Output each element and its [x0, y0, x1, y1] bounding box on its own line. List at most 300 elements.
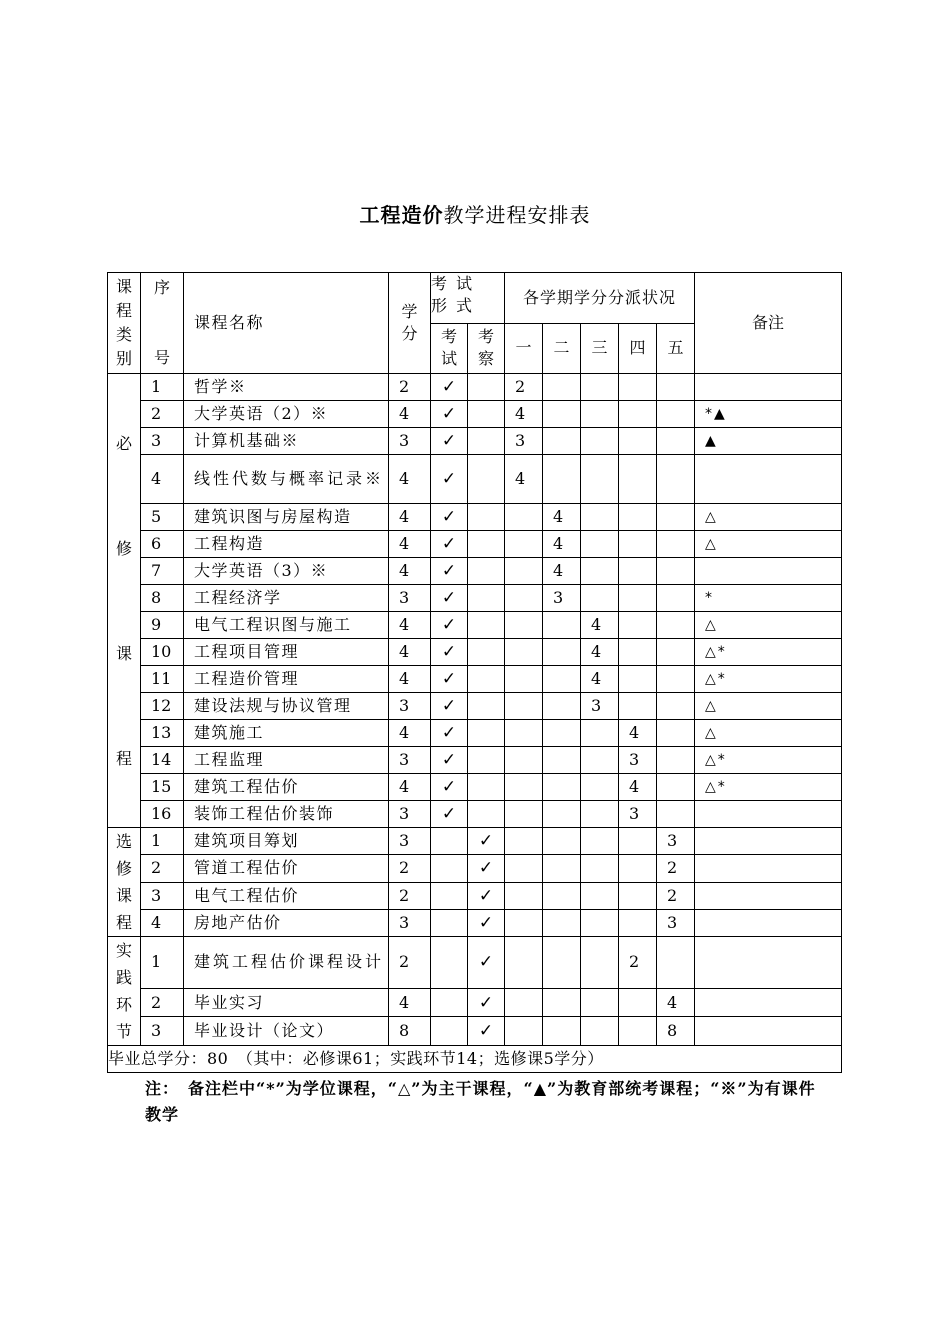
- course-remark: [695, 558, 842, 585]
- check-mark-icon: ✓: [441, 615, 457, 635]
- check-mark-icon: ✓: [478, 992, 494, 1013]
- semester-credit-1: [505, 585, 543, 612]
- check-cell: [468, 747, 505, 774]
- check-mark-icon: ✓: [478, 1021, 494, 1042]
- semester-credit-4: [619, 1017, 657, 1046]
- semester-credit-5: 8: [657, 1017, 695, 1046]
- table-row: [108, 531, 842, 558]
- semester-credit-3: [581, 801, 619, 828]
- table-row: [108, 693, 842, 720]
- course-no: 3: [141, 1017, 184, 1046]
- course-no: 1: [141, 937, 184, 989]
- course-no: 8: [141, 585, 184, 612]
- exam-cell: [431, 801, 468, 828]
- course-credit: 4: [389, 612, 431, 639]
- semester-credit-2: 4: [543, 504, 581, 531]
- exam-cell: [431, 774, 468, 801]
- course-no: 2: [141, 855, 184, 882]
- course-no: 1: [141, 374, 184, 401]
- semester-credit-3: 3: [581, 693, 619, 720]
- exam-cell: [431, 1017, 468, 1046]
- semester-credit-1: 3: [505, 428, 543, 455]
- category-char: 环: [115, 995, 132, 1014]
- header-exam-form: 考试形式: [431, 273, 505, 324]
- category-char: 践: [115, 968, 132, 987]
- exam-cell: [431, 855, 468, 882]
- header-credit: 学分: [389, 273, 431, 374]
- course-no: 4: [141, 455, 184, 504]
- course-no: 4: [141, 909, 184, 936]
- semester-credit-1: [505, 693, 543, 720]
- course-credit: 4: [389, 639, 431, 666]
- table-row: [108, 639, 842, 666]
- course-remark: △*: [695, 666, 842, 693]
- semester-credit-4: [619, 909, 657, 936]
- header-sem-1: 一: [505, 323, 543, 374]
- check-mark-icon: ✓: [441, 777, 457, 797]
- course-credit: 2: [389, 882, 431, 909]
- check-cell: [468, 639, 505, 666]
- table-row: [108, 612, 842, 639]
- check-cell: [468, 531, 505, 558]
- category-char: 课: [115, 886, 132, 905]
- semester-credit-5: 3: [657, 909, 695, 936]
- course-credit: 4: [389, 531, 431, 558]
- semester-credit-3: [581, 882, 619, 909]
- course-credit: 2: [389, 855, 431, 882]
- semester-credit-4: 4: [619, 720, 657, 747]
- semester-credit-4: [619, 828, 657, 855]
- category-char: 选: [115, 832, 132, 851]
- course-name: 工程构造: [184, 531, 389, 558]
- exam-cell: [431, 531, 468, 558]
- semester-credit-5: 3: [657, 828, 695, 855]
- check-cell: [468, 828, 505, 855]
- check-cell: [468, 374, 505, 401]
- course-credit: 8: [389, 1017, 431, 1046]
- header-exam: 考试: [431, 323, 468, 374]
- semester-credit-3: [581, 531, 619, 558]
- check-cell: [468, 801, 505, 828]
- check-cell: [468, 720, 505, 747]
- semester-credit-3: [581, 585, 619, 612]
- check-mark-icon: ✓: [441, 469, 457, 489]
- course-credit: 3: [389, 801, 431, 828]
- course-credit: 3: [389, 747, 431, 774]
- table-row: [108, 401, 842, 428]
- course-no: 2: [141, 988, 184, 1017]
- exam-cell: [431, 720, 468, 747]
- course-name: 建筑项目筹划: [184, 828, 389, 855]
- semester-credit-2: [543, 855, 581, 882]
- check-cell: [468, 401, 505, 428]
- semester-credit-3: [581, 747, 619, 774]
- table-row: [108, 666, 842, 693]
- semester-credit-4: [619, 401, 657, 428]
- semester-credit-5: 2: [657, 855, 695, 882]
- semester-credit-5: [657, 937, 695, 989]
- course-credit: 4: [389, 988, 431, 1017]
- course-credit: 3: [389, 428, 431, 455]
- check-cell: [468, 909, 505, 936]
- semester-credit-4: 4: [619, 774, 657, 801]
- semester-credit-5: 4: [657, 988, 695, 1017]
- semester-credit-5: [657, 639, 695, 666]
- course-name: 建设法规与协议管理: [184, 693, 389, 720]
- course-remark: [695, 1017, 842, 1046]
- table-row: [108, 558, 842, 585]
- header-sem-4: 四: [619, 323, 657, 374]
- semester-credit-2: [543, 639, 581, 666]
- category-char: 修: [115, 859, 132, 878]
- course-credit: 4: [389, 455, 431, 504]
- semester-credit-5: [657, 504, 695, 531]
- semester-credit-2: [543, 428, 581, 455]
- exam-cell: [431, 558, 468, 585]
- course-remark: △*: [695, 639, 842, 666]
- course-name: 工程经济学: [184, 585, 389, 612]
- total-credits: 毕业总学分：80 （其中：必修课61；实践环节14；选修课5学分）: [108, 1046, 842, 1073]
- category-chars: [108, 937, 140, 1045]
- semester-credit-4: 3: [619, 801, 657, 828]
- course-name: 毕业实习: [184, 988, 389, 1017]
- course-remark: [695, 455, 842, 504]
- check-mark-icon: ✓: [441, 561, 457, 581]
- course-remark: *▲: [695, 401, 842, 428]
- category-char: 程: [115, 748, 132, 768]
- course-no: 2: [141, 401, 184, 428]
- course-no: 3: [141, 882, 184, 909]
- course-no: 15: [141, 774, 184, 801]
- check-cell: [468, 455, 505, 504]
- course-credit: 4: [389, 401, 431, 428]
- header-category: 课程类别: [108, 273, 141, 374]
- semester-credit-5: [657, 455, 695, 504]
- course-name: 建筑工程估价课程设计: [184, 937, 389, 989]
- semester-credit-2: [543, 720, 581, 747]
- semester-credit-2: [543, 774, 581, 801]
- course-credit: 4: [389, 774, 431, 801]
- course-name: 房地产估价: [184, 909, 389, 936]
- course-name: 电气工程估价: [184, 882, 389, 909]
- semester-credit-1: 4: [505, 401, 543, 428]
- course-remark: △: [695, 693, 842, 720]
- category-char: 节: [115, 1022, 132, 1041]
- course-credit: 4: [389, 558, 431, 585]
- table-row: [108, 937, 842, 989]
- course-remark: △: [695, 612, 842, 639]
- check-mark-icon: ✓: [441, 696, 457, 716]
- course-name: 建筑工程估价: [184, 774, 389, 801]
- semester-credit-2: [543, 666, 581, 693]
- course-remark: [695, 882, 842, 909]
- semester-credit-4: [619, 455, 657, 504]
- semester-credit-4: [619, 988, 657, 1017]
- course-name: 计算机基础※: [184, 428, 389, 455]
- semester-credit-4: [619, 666, 657, 693]
- category-chars: [108, 828, 140, 936]
- header-remarks: 备注: [695, 273, 842, 374]
- semester-credit-4: [619, 504, 657, 531]
- semester-credit-3: [581, 774, 619, 801]
- semester-credit-2: [543, 374, 581, 401]
- exam-cell: [431, 374, 468, 401]
- table-row: [108, 828, 842, 855]
- semester-credit-1: 2: [505, 374, 543, 401]
- course-no: 14: [141, 747, 184, 774]
- semester-credit-1: [505, 801, 543, 828]
- semester-credit-1: [505, 937, 543, 989]
- semester-credit-3: [581, 988, 619, 1017]
- category-char: 实: [115, 941, 132, 960]
- course-remark: △*: [695, 774, 842, 801]
- course-no: 13: [141, 720, 184, 747]
- course-credit: 3: [389, 909, 431, 936]
- course-credit: 4: [389, 504, 431, 531]
- semester-credit-5: [657, 428, 695, 455]
- course-credit: 3: [389, 828, 431, 855]
- semester-credit-2: 4: [543, 531, 581, 558]
- course-remark: ▲: [695, 428, 842, 455]
- exam-cell: [431, 428, 468, 455]
- semester-credit-2: [543, 1017, 581, 1046]
- semester-credit-2: [543, 988, 581, 1017]
- header-seq-top: 序: [153, 278, 170, 297]
- semester-credit-3: [581, 909, 619, 936]
- semester-credit-5: [657, 374, 695, 401]
- schedule-table: [107, 272, 842, 1073]
- header-sem-3: 三: [581, 323, 619, 374]
- course-name: 建筑识图与房屋构造: [184, 504, 389, 531]
- course-name: 建筑施工: [184, 720, 389, 747]
- course-name: 工程造价管理: [184, 666, 389, 693]
- course-credit: 4: [389, 666, 431, 693]
- semester-credit-2: [543, 612, 581, 639]
- table-row: [108, 374, 842, 401]
- check-mark-icon: ✓: [441, 377, 457, 397]
- exam-cell: [431, 828, 468, 855]
- semester-credit-4: [619, 585, 657, 612]
- semester-credit-1: [505, 531, 543, 558]
- check-cell: [468, 666, 505, 693]
- footnote: 注： 备注栏中“*”为学位课程，“△”为主干课程，“▲”为教育部统考课程；“※”为有课件教学: [145, 1079, 816, 1124]
- semester-credit-5: [657, 747, 695, 774]
- course-name: 装饰工程估价装饰: [184, 801, 389, 828]
- header-seq: [141, 273, 184, 374]
- table-row: [108, 504, 842, 531]
- course-no: 6: [141, 531, 184, 558]
- semester-credit-4: [619, 558, 657, 585]
- semester-credit-4: [619, 639, 657, 666]
- semester-credit-2: 4: [543, 558, 581, 585]
- semester-credit-5: [657, 585, 695, 612]
- table-row: [108, 882, 842, 909]
- check-mark-icon: ✓: [441, 750, 457, 770]
- course-no: 9: [141, 612, 184, 639]
- semester-credit-3: [581, 455, 619, 504]
- semester-credit-3: [581, 828, 619, 855]
- check-cell: [468, 988, 505, 1017]
- schedule-body: [108, 374, 842, 1046]
- course-category: [108, 374, 141, 828]
- exam-cell: [431, 909, 468, 936]
- course-remark: *: [695, 585, 842, 612]
- semester-credit-3: [581, 720, 619, 747]
- semester-credit-3: [581, 428, 619, 455]
- course-name: 工程项目管理: [184, 639, 389, 666]
- category-char: 必: [115, 433, 132, 453]
- course-name: 管道工程估价: [184, 855, 389, 882]
- exam-cell: [431, 882, 468, 909]
- semester-credit-3: 4: [581, 639, 619, 666]
- course-name: 工程监理: [184, 747, 389, 774]
- exam-cell: [431, 988, 468, 1017]
- semester-credit-1: [505, 639, 543, 666]
- semester-credit-2: [543, 909, 581, 936]
- table-row: [108, 455, 842, 504]
- course-remark: [695, 855, 842, 882]
- semester-credit-5: [657, 774, 695, 801]
- exam-cell: [431, 455, 468, 504]
- semester-credit-2: [543, 882, 581, 909]
- semester-credit-3: [581, 374, 619, 401]
- course-remark: △: [695, 504, 842, 531]
- semester-credit-1: [505, 504, 543, 531]
- course-remark: △: [695, 720, 842, 747]
- semester-credit-2: 3: [543, 585, 581, 612]
- table-row: [108, 428, 842, 455]
- table-row: [108, 747, 842, 774]
- course-no: 5: [141, 504, 184, 531]
- semester-credit-2: [543, 401, 581, 428]
- semester-credit-5: 2: [657, 882, 695, 909]
- check-cell: [468, 937, 505, 989]
- course-no: 1: [141, 828, 184, 855]
- course-remark: △: [695, 531, 842, 558]
- check-mark-icon: ✓: [478, 858, 494, 879]
- semester-credit-1: [505, 882, 543, 909]
- course-remark: [695, 909, 842, 936]
- semester-credit-4: [619, 855, 657, 882]
- course-no: 11: [141, 666, 184, 693]
- course-credit: 4: [389, 720, 431, 747]
- course-name: 电气工程识图与施工: [184, 612, 389, 639]
- semester-credit-5: [657, 666, 695, 693]
- check-mark-icon: ✓: [441, 642, 457, 662]
- semester-credit-3: [581, 1017, 619, 1046]
- course-remark: [695, 801, 842, 828]
- semester-credit-2: [543, 455, 581, 504]
- table-row: [108, 774, 842, 801]
- semester-credit-3: [581, 401, 619, 428]
- semester-credit-2: [543, 693, 581, 720]
- check-cell: [468, 558, 505, 585]
- exam-cell: [431, 612, 468, 639]
- semester-credit-4: 3: [619, 747, 657, 774]
- table-row: [108, 720, 842, 747]
- check-cell: [468, 504, 505, 531]
- check-mark-icon: ✓: [441, 431, 457, 451]
- course-no: 10: [141, 639, 184, 666]
- header-seq-bottom: 号: [153, 348, 170, 367]
- semester-credit-1: 4: [505, 455, 543, 504]
- semester-credit-5: [657, 612, 695, 639]
- check-mark-icon: ✓: [441, 723, 457, 743]
- semester-credit-1: [505, 828, 543, 855]
- course-name: 大学英语（3）※: [184, 558, 389, 585]
- header-sem-5: 五: [657, 323, 695, 374]
- check-mark-icon: ✓: [441, 404, 457, 424]
- course-credit: 3: [389, 693, 431, 720]
- check-mark-icon: ✓: [441, 588, 457, 608]
- check-mark-icon: ✓: [478, 885, 494, 906]
- header-check: 考察: [468, 323, 505, 374]
- exam-cell: [431, 639, 468, 666]
- semester-credit-3: [581, 558, 619, 585]
- exam-cell: [431, 693, 468, 720]
- semester-credit-5: [657, 801, 695, 828]
- semester-credit-1: [505, 720, 543, 747]
- course-no: 16: [141, 801, 184, 828]
- semester-credit-1: [505, 612, 543, 639]
- header-sem-2: 二: [543, 323, 581, 374]
- table-row: [108, 855, 842, 882]
- semester-credit-1: [505, 909, 543, 936]
- course-remark: [695, 374, 842, 401]
- page-title: [0, 199, 950, 228]
- table-row: [108, 801, 842, 828]
- course-name: 大学英语（2）※: [184, 401, 389, 428]
- course-credit: 3: [389, 585, 431, 612]
- semester-credit-4: [619, 882, 657, 909]
- semester-credit-2: [543, 801, 581, 828]
- check-cell: [468, 882, 505, 909]
- semester-credit-5: [657, 558, 695, 585]
- exam-cell: [431, 937, 468, 989]
- check-mark-icon: ✓: [441, 534, 457, 554]
- course-no: 3: [141, 428, 184, 455]
- course-remark: △*: [695, 747, 842, 774]
- category-chars: [108, 391, 140, 811]
- semester-credit-3: 4: [581, 612, 619, 639]
- exam-cell: [431, 666, 468, 693]
- table-row: [108, 585, 842, 612]
- semester-credit-2: [543, 747, 581, 774]
- semester-credit-3: 4: [581, 666, 619, 693]
- exam-cell: [431, 401, 468, 428]
- semester-credit-4: [619, 693, 657, 720]
- course-no: 7: [141, 558, 184, 585]
- check-cell: [468, 612, 505, 639]
- semester-credit-1: [505, 774, 543, 801]
- semester-credit-1: [505, 747, 543, 774]
- semester-credit-3: [581, 855, 619, 882]
- course-remark: [695, 828, 842, 855]
- semester-credit-1: [505, 988, 543, 1017]
- semester-credit-3: [581, 504, 619, 531]
- semester-credit-1: [505, 666, 543, 693]
- course-no: 12: [141, 693, 184, 720]
- course-name: 线性代数与概率记录※: [184, 455, 389, 504]
- semester-credit-4: 2: [619, 937, 657, 989]
- exam-cell: [431, 504, 468, 531]
- check-mark-icon: ✓: [478, 912, 494, 933]
- semester-credit-5: [657, 693, 695, 720]
- semester-credit-5: [657, 401, 695, 428]
- semester-credit-2: [543, 828, 581, 855]
- semester-credit-4: [619, 428, 657, 455]
- title-rest: 教学进程安排表: [443, 203, 591, 227]
